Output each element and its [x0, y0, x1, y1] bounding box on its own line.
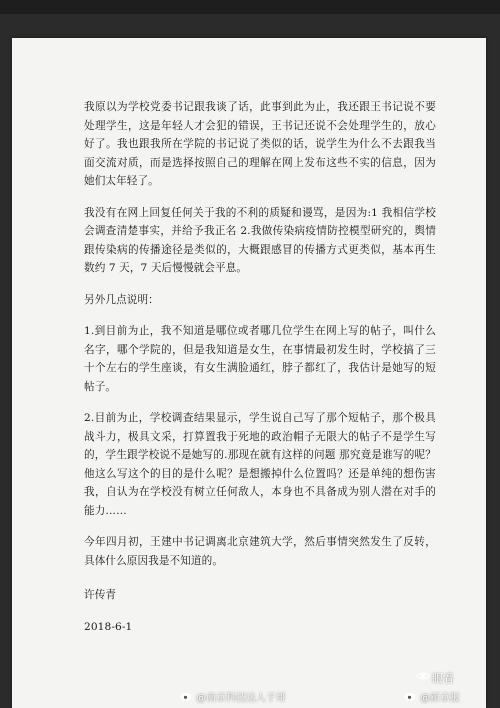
note-item-1: 1.到目前为止，我不知道是哪位或者哪几位学生在网上写的帖子，叫什么名字，哪个学院的，但是我知道是女生，在事情最初发生时，学校搞了三十个左右的学生座谈，有女生满脸通红，脖子都红了，我估计是她写的短帖子。 [84, 325, 436, 393]
paragraph-2: 我没有在网上回复任何关于我的不利的质疑和谩骂，是因为:1 我相信学校会调查清楚事实，并给予我正名 2.我做传染病疫情防控模型研究的，舆情跟传染病的传播途径是类似的，大概跟感冒的传播方式更类似，基本再生数约 7 天，7 天后慢慢就会平息。 [84, 206, 436, 274]
watermark-corner: 眼看 [432, 672, 454, 685]
weibo-icon [404, 690, 418, 702]
eye-icon [416, 670, 430, 682]
watermark-right: @新京报 [420, 693, 460, 704]
notes-section [84, 291, 436, 521]
paragraph-1: 我原以为学校党委书记跟我谈了话，此事到此为止，我还跟王书记说不要处理学生，这是年轻人才会犯的错误，王书记还说不会处理学生的，放心好了。我也跟我所在学院的书记说了类似的话，说学生为什么不去跟我当面交流对质，而是选择按照自己的理解在网上发布这些不实的信息，因为她们太年轻了。 [84, 101, 436, 187]
signature-block [84, 586, 436, 636]
document-body [84, 98, 436, 649]
weibo-icon [180, 690, 194, 702]
closing-paragraph: 今年四月初，王建中书记调离北京建筑大学，然后事情突然发生了反转，具体什么原因我是不知道的。 [84, 536, 436, 567]
signature-name: 许传青 [84, 589, 117, 601]
notes-heading: 另外几点说明： [84, 293, 159, 306]
watermark-left: @南京科技达人于哥 [196, 693, 286, 704]
signature-date: 2018-6-1 [84, 620, 133, 633]
note-item-2: 2.目前为止，学校调查结果显示，学生说自己写了那个短帖子，那个极具战斗力，极具文采，打算置我于死地的政治帽子无限大的帖子不是学生写的，学生跟学校说不是她写的.那现在就有这样的问题 那究竟是谁写的呢？他这么写这个的目的是什么呢？是想搬掉什么位置吗？还是单纯的想伤害我，自认为在学校没有树立任何敌人，本身也不具备成为别人潜在对手的能力…… [84, 412, 436, 517]
document-page [12, 38, 486, 708]
top-bar [0, 0, 500, 14]
